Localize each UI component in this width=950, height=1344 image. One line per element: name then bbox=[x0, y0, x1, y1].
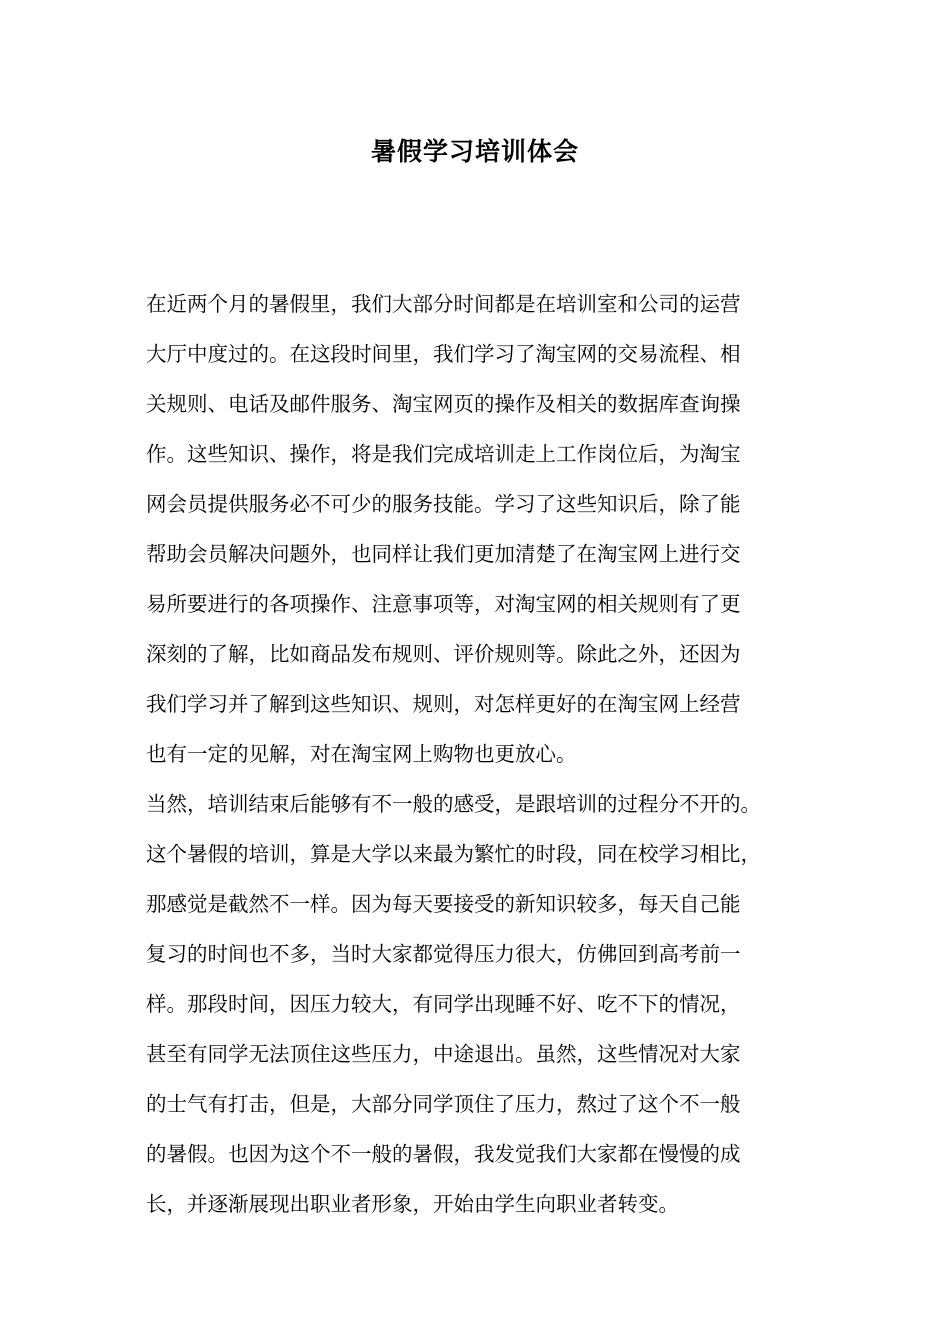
body-line: 的暑假。也因为这个不一般的暑假，我发觉我们大家都在慢慢的成 bbox=[146, 1142, 741, 1166]
body-line: 复习的时间也不多，当时大家都觉得压力很大，仿佛回到高考前一 bbox=[146, 942, 741, 966]
body-line: 甚至有同学无法顶住这些压力，中途退出。虽然，这些情况对大家 bbox=[146, 1042, 741, 1066]
body-line: 当然，培训结束后能够有不一般的感受，是跟培训的过程分不开的。 bbox=[146, 792, 761, 816]
body-line: 的士气有打击，但是，大部分同学顶住了压力，熬过了这个不一般 bbox=[146, 1092, 741, 1116]
body-line: 帮助会员解决问题外，也同样让我们更加清楚了在淘宝网上进行交 bbox=[146, 542, 741, 566]
document-title: 暑假学习培训体会 bbox=[370, 137, 579, 166]
body-line: 网会员提供服务必不可少的服务技能。学习了这些知识后，除了能 bbox=[146, 492, 741, 516]
body-line: 作。这些知识、操作，将是我们完成培训走上工作岗位后，为淘宝 bbox=[146, 442, 741, 466]
body-line: 关规则、电话及邮件服务、淘宝网页的操作及相关的数据库查询操 bbox=[146, 392, 741, 416]
body-line: 易所要进行的各项操作、注意事项等，对淘宝网的相关规则有了更 bbox=[146, 592, 741, 616]
document-body bbox=[146, 279, 836, 1229]
body-line: 样。那段时间，因压力较大，有同学出现睡不好、吃不下的情况， bbox=[146, 992, 741, 1016]
body-line: 在近两个月的暑假里，我们大部分时间都是在培训室和公司的运营 bbox=[146, 292, 741, 316]
body-line: 长，并逐渐展现出职业者形象，开始由学生向职业者转变。 bbox=[146, 1192, 679, 1216]
body-line: 我们学习并了解到这些知识、规则，对怎样更好的在淘宝网上经营 bbox=[146, 692, 741, 716]
body-line: 大厅中度过的。在这段时间里，我们学习了淘宝网的交易流程、相 bbox=[146, 342, 741, 366]
body-line: 这个暑假的培训，算是大学以来最为繁忙的时段，同在校学习相比， bbox=[146, 842, 761, 866]
body-line: 那感觉是截然不一样。因为每天要接受的新知识较多，每天自己能 bbox=[146, 892, 741, 916]
body-line: 深刻的了解，比如商品发布规则、评价规则等。除此之外，还因为 bbox=[146, 642, 741, 666]
body-line: 也有一定的见解，对在淘宝网上购物也更放心。 bbox=[146, 742, 577, 766]
